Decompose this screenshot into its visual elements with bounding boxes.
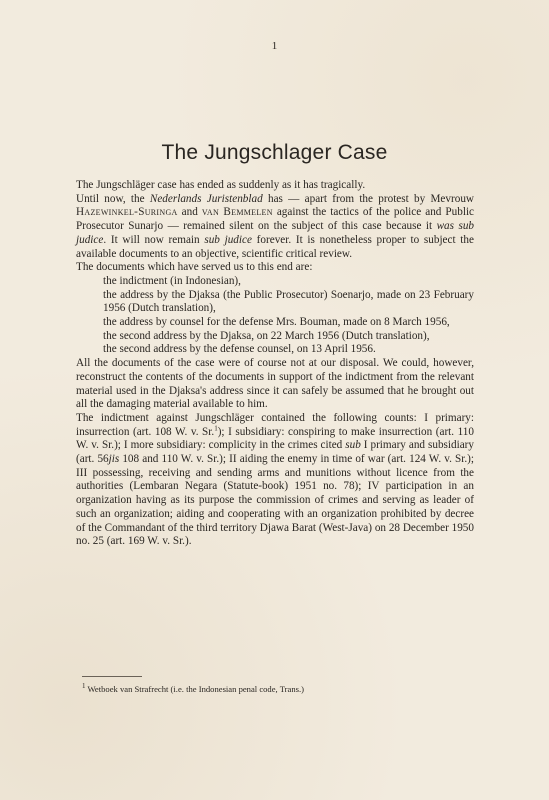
latin-word: jis bbox=[108, 453, 120, 466]
text-run: ); I subsidiary: conspiring to make insurrection (art. 110 W. v. Sr.); I more subsidiary: complicity in the crimes cited bbox=[76, 425, 474, 452]
list-item: the address by the Djaksa (the Public Prosecutor) Soenarjo, made on 23 February 1956 (Dutch translation), bbox=[103, 288, 474, 315]
latin-word: sub bbox=[345, 439, 361, 452]
text-run: forever. It is nonetheless proper to subject the available documents to an objective, scientific critical review. bbox=[76, 233, 474, 260]
list-item: the indictment (in Indonesian), bbox=[103, 274, 241, 287]
person-name: van Bemmelen bbox=[201, 206, 273, 219]
documents-list bbox=[76, 275, 474, 357]
text-run: and bbox=[177, 206, 202, 219]
document-title: The Jungschlager Case bbox=[161, 141, 388, 164]
paragraph-indictment bbox=[76, 412, 474, 549]
journal-name: Nederlands Juristenblad bbox=[149, 192, 263, 205]
paragraph-intro-text: The Jungschläger case has ended as suddenly as it has tragically. bbox=[76, 179, 366, 191]
latin-phrase: sub judice bbox=[204, 233, 252, 246]
list-item: the second address by the Djaksa, on 22 March 1956 (Dutch translation), bbox=[103, 329, 430, 342]
text-run: The documents which have served us to this end are: bbox=[76, 261, 313, 274]
text-run: Until now, the bbox=[76, 192, 150, 205]
paragraph-reconstruction bbox=[76, 357, 474, 412]
paragraph-intro bbox=[76, 179, 474, 193]
footnote-reference: 1 bbox=[214, 423, 218, 432]
paragraph-journal bbox=[76, 193, 474, 262]
text-run: All the documents of the case were of course not at our disposal. We could, however, reconstruct the contents of the documents in support of the indictment from the relevant material used in the Djaksa's address since it can safely be assumed that he brought out all the damaging material available to him. bbox=[76, 357, 474, 411]
footnote-text: Wetboek van Strafrecht (i.e. the Indonesian penal code, Trans.) bbox=[85, 684, 304, 694]
text-run: 108 and 110 W. v. Sr.); II aiding the enemy in time of war (art. 124 W. v. Sr.); III possessing, receiving and sending arms and munitions without licence from the authorities (Lembaran Negara (Statute-book) 1951 no. 78); IV participation in an organization having as its purpose the commission of crimes and serving as leader of such an organization; aiding and cooperating with an organization prohibited by decree of the Commandant of the third territory Djawa Barat (West-Java) on 28 December 1950 no. 25 (art. 169 W. v. Sr.). bbox=[76, 453, 474, 548]
text-run: I primary and subsidiary (art. 56 bbox=[76, 439, 474, 466]
page-number: 1 bbox=[271, 40, 278, 52]
document-body bbox=[76, 179, 474, 549]
footnote bbox=[82, 684, 474, 695]
text-run: against the tactics of the police and Public Prosecutor Sunarjo — remained silent on the subject of this case because it bbox=[76, 206, 475, 233]
footnote-marker: 1 bbox=[82, 682, 86, 691]
latin-phrase: was sub judice bbox=[76, 220, 475, 246]
footnote-divider bbox=[82, 676, 142, 677]
text-run: . It will now remain bbox=[103, 233, 205, 246]
list-item: the second address by the defense counsel, on 13 April 1956. bbox=[103, 343, 376, 356]
list-item: the address by counsel for the defense Mrs. Bouman, made on 8 March 1956, bbox=[103, 316, 450, 329]
person-name: Hazewinkel-Suringa bbox=[76, 206, 178, 219]
text-run: The indictment against Jungschläger contained the following counts: I primary: insurrection (art. 108 W. v. Sr. bbox=[76, 411, 474, 438]
paragraph-documents-intro bbox=[76, 261, 474, 275]
text-run: has — apart from the protest by Mevrouw bbox=[262, 192, 474, 205]
